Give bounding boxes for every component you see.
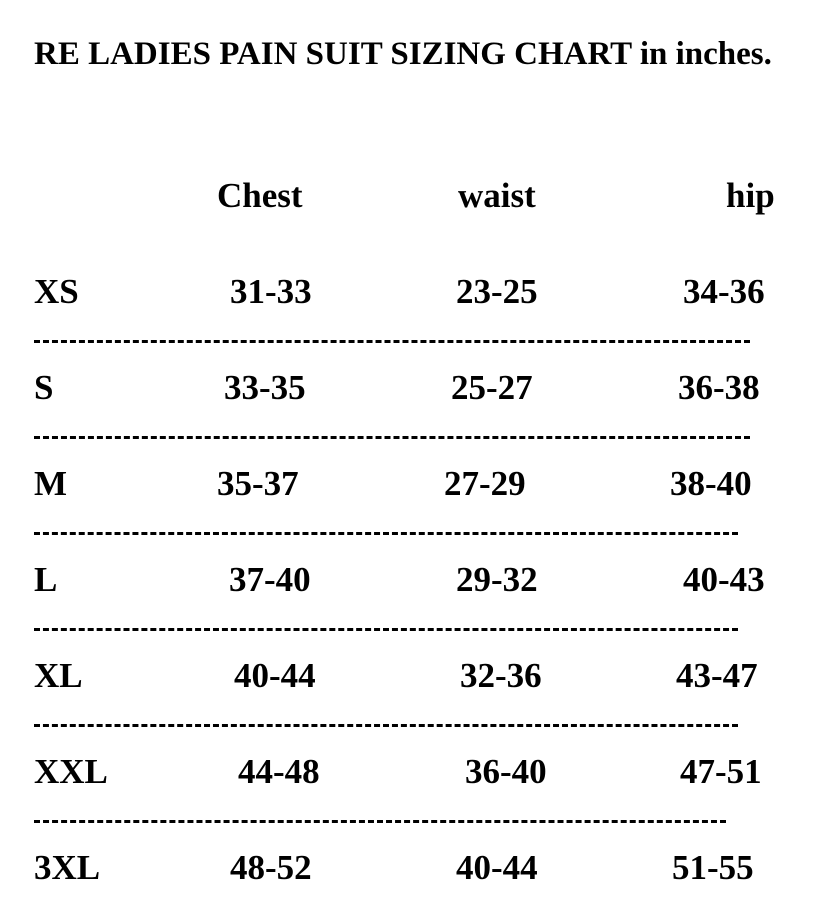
chest-value: 48-52 xyxy=(230,848,312,887)
row-divider xyxy=(34,820,726,826)
chest-value: 44-48 xyxy=(238,752,320,791)
chest-value: 40-44 xyxy=(234,656,316,695)
waist-value: 40-44 xyxy=(456,848,538,887)
row-divider xyxy=(34,436,750,442)
size-label: XL xyxy=(34,656,83,695)
waist-value: 25-27 xyxy=(451,368,533,407)
size-label: L xyxy=(34,560,58,599)
size-label: XS xyxy=(34,272,79,311)
waist-value: 36-40 xyxy=(465,752,547,791)
row-divider xyxy=(34,340,750,346)
waist-value: 27-29 xyxy=(444,464,526,503)
hip-value: 38-40 xyxy=(670,464,752,503)
table-row xyxy=(0,752,828,792)
hip-value: 47-51 xyxy=(680,752,762,791)
table-row xyxy=(0,848,828,888)
waist-value: 32-36 xyxy=(460,656,542,695)
size-label: M xyxy=(34,464,68,503)
size-label: XXL xyxy=(34,752,108,791)
chest-value: 33-35 xyxy=(224,368,306,407)
column-header-waist: waist xyxy=(458,176,536,215)
chest-value: 37-40 xyxy=(229,560,311,599)
row-divider xyxy=(34,628,738,634)
row-divider xyxy=(34,724,738,730)
table-header xyxy=(0,176,828,216)
hip-value: 51-55 xyxy=(672,848,754,887)
hip-value: 36-38 xyxy=(678,368,760,407)
size-label: 3XL xyxy=(34,848,101,887)
chest-value: 31-33 xyxy=(230,272,312,311)
table-row xyxy=(0,656,828,696)
page-title: RE LADIES PAIN SUIT SIZING CHART in inches. xyxy=(34,36,772,72)
column-header-hip: hip xyxy=(726,176,775,215)
waist-value: 23-25 xyxy=(456,272,538,311)
table-row xyxy=(0,560,828,600)
table-row xyxy=(0,368,828,408)
hip-value: 40-43 xyxy=(683,560,765,599)
waist-value: 29-32 xyxy=(456,560,538,599)
column-header-chest: Chest xyxy=(217,176,303,215)
hip-value: 43-47 xyxy=(676,656,758,695)
size-label: S xyxy=(34,368,54,407)
table-row xyxy=(0,272,828,312)
chest-value: 35-37 xyxy=(217,464,299,503)
hip-value: 34-36 xyxy=(683,272,765,311)
row-divider xyxy=(34,532,738,538)
table-row xyxy=(0,464,828,504)
